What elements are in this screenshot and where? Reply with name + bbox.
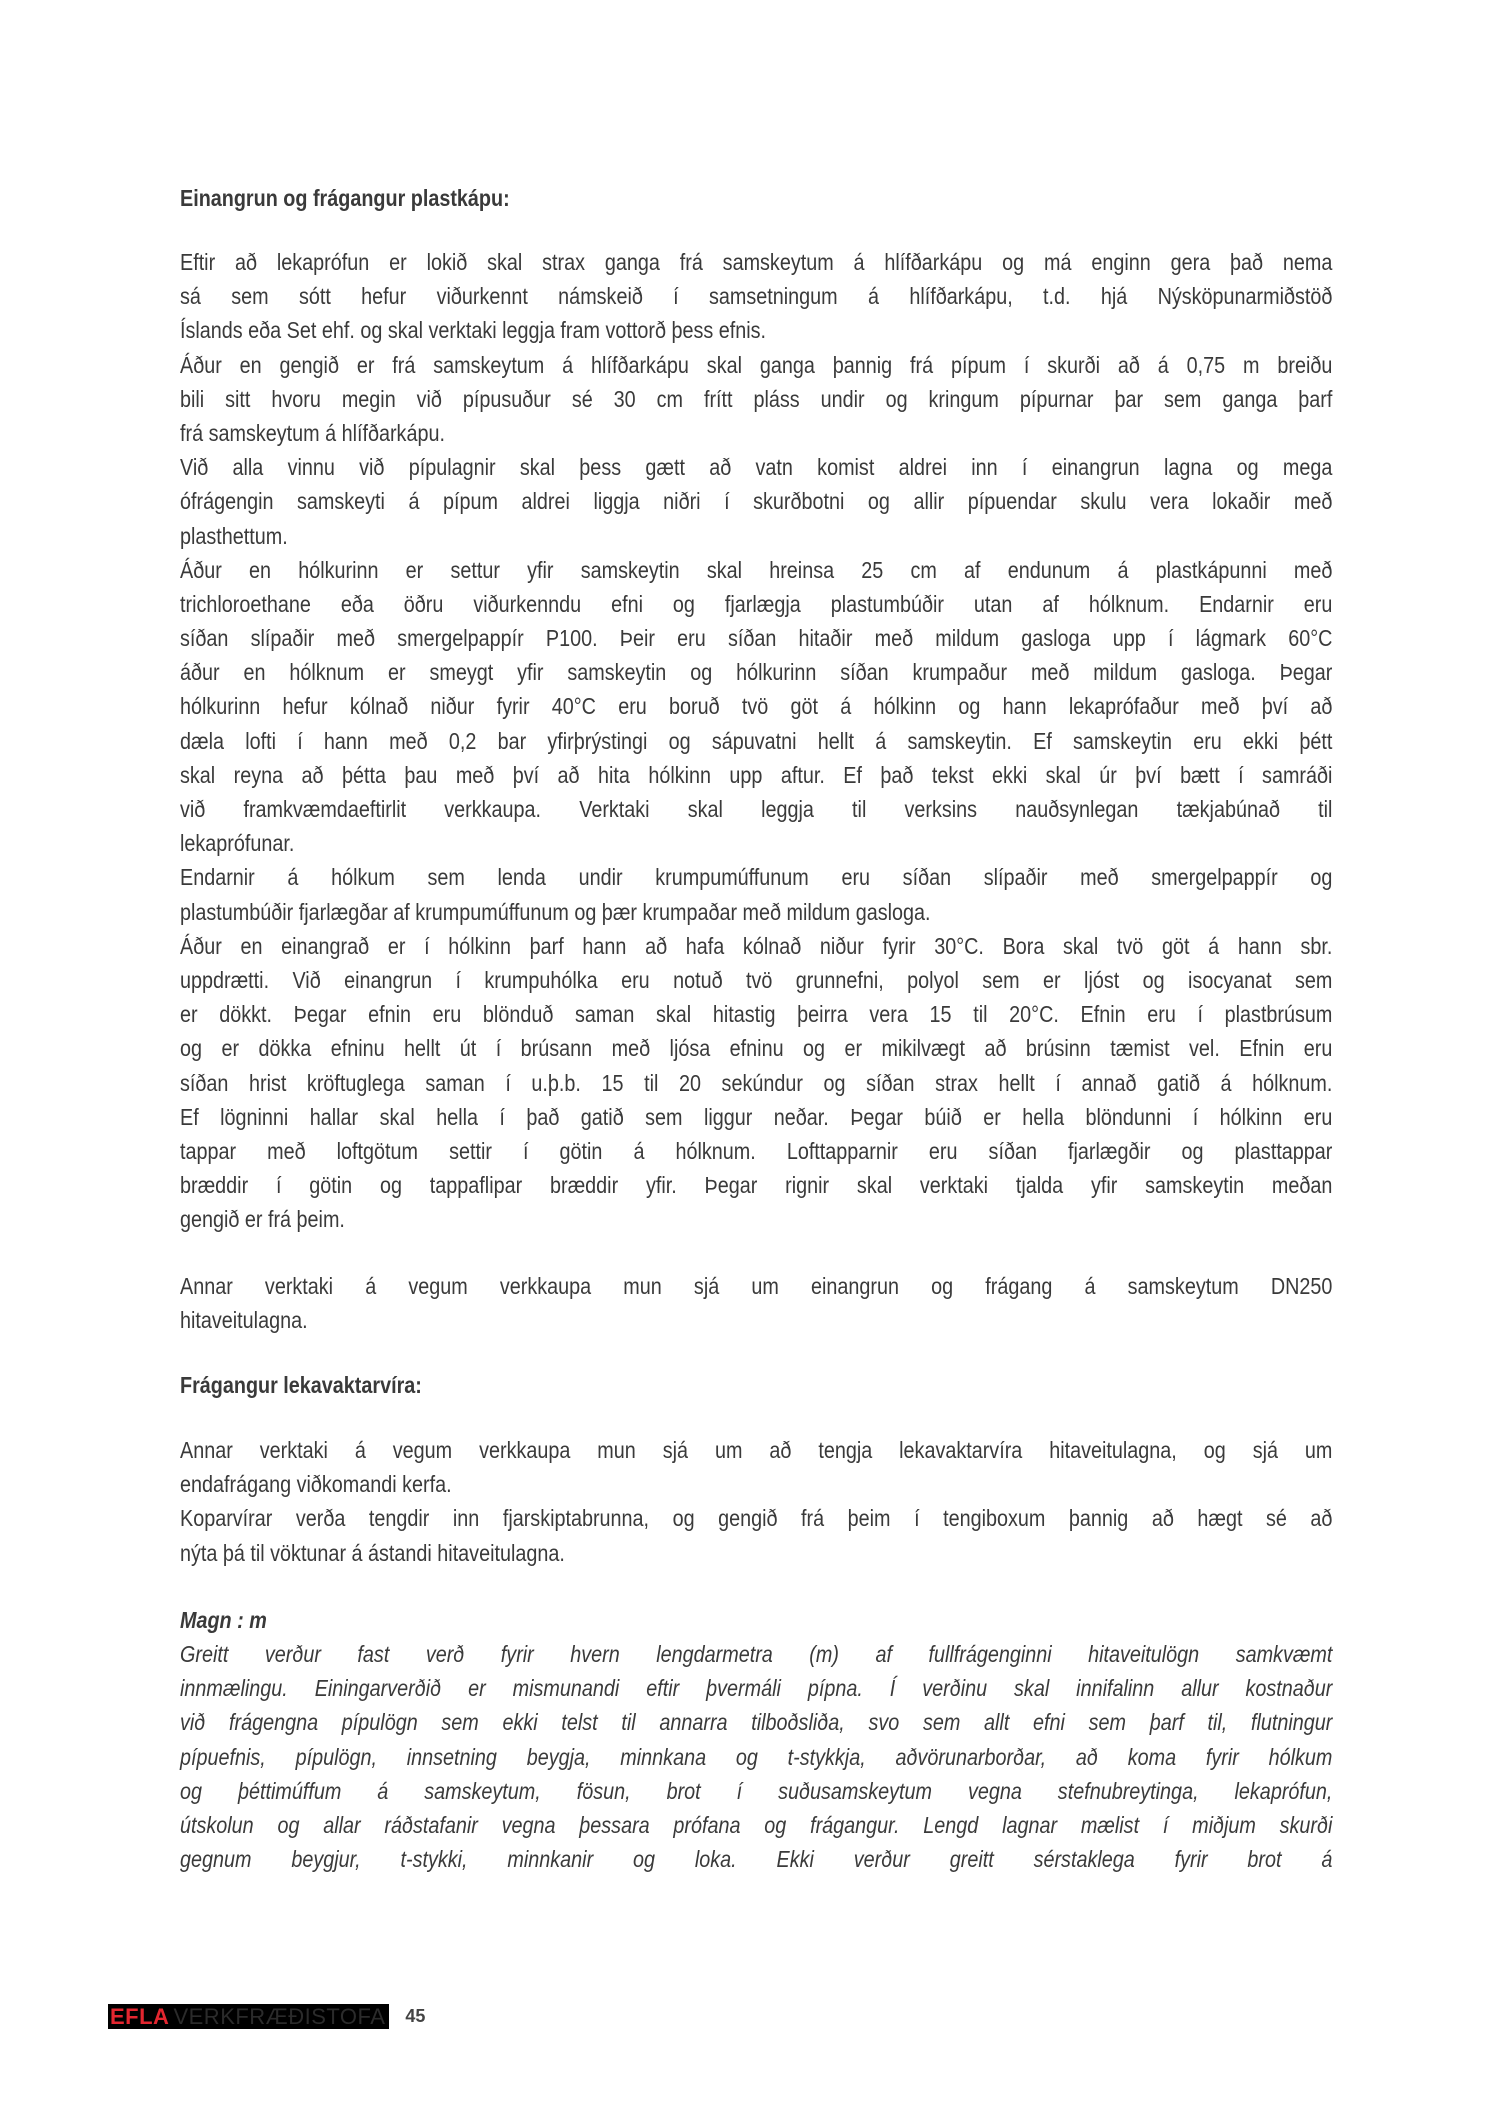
section-heading-insulation: Einangrun og frágangur plastkápu: — [180, 185, 510, 211]
text-line: hólkurinn hefur kólnað niður fyrir 40°C eru boruð tvö göt á hólkinn og hann lekaprófaður með því að — [180, 693, 1333, 720]
text-line: trichloroethane eða öðru viðurkenndu efni og fjarlægja plastumbúðir utan af hólknum. Endarnir eru — [180, 590, 1333, 617]
text-line: tappar með loftgötum settir í götin á hólknum. Lofttapparnir eru síðan fjarlægðir og plasttappar — [180, 1137, 1333, 1164]
text-line: nýta þá til vöktunar á ástandi hitaveitulagna. — [180, 1539, 565, 1566]
text-line: Áður en gengið er frá samskeytum á hlífðarkápu skal ganga þannig frá pípum í skurði að á 0,75 m breiðu — [180, 351, 1333, 378]
text-line: Ef lögninni hallar skal hella í það gatið sem liggur neðar. Þegar búið er hella blöndunni í hólkinn eru — [180, 1103, 1333, 1130]
text-line: uppdrætti. Við einangrun í krumpuhólka eru notuð tvö grunnefni, polyol sem er ljóst og isocyanat sem — [180, 966, 1333, 993]
text-line: og þéttimúffum á samskeytum, fösun, brot í suðusamskeytum vegna stefnubreytinga, lekaprófun, — [180, 1777, 1333, 1804]
text-line: lekaprófunar. — [180, 830, 295, 857]
text-line: Áður en einangrað er í hólkinn þarf hann að hafa kólnað niður fyrir 30°C. Bora skal tvö göt á hann sbr. — [180, 932, 1333, 959]
text-line: Íslands eða Set ehf. og skal verktaki leggja fram vottorð þess efnis. — [180, 317, 767, 344]
text-line: pípuefnis, pípulögn, innsetning beygja, minnkana og t-stykkja, aðvörunarborðar, að koma fyrir hólkum — [180, 1743, 1333, 1770]
text-line: gengið er frá þeim. — [180, 1206, 345, 1233]
text-line: sá sem sótt hefur viðurkennt námskeið í samsetningum á hlífðarkápu, t.d. hjá Nýsköpunarmiðstöð — [180, 283, 1333, 310]
text-line: dæla lofti í hann með 0,2 bar yfirþrýstingi og sápuvatni hellt á samskeytin. Ef samskeytin eru ekki þétt — [180, 727, 1333, 754]
text-line: plastumbúðir fjarlægðar af krumpumúffunum og þær krumpaðar með mildum gasloga. — [180, 898, 931, 925]
text-line: Við alla vinnu við pípulagnir skal þess gætt að vatn komist aldrei inn í einangrun lagna og mega — [180, 454, 1333, 481]
text-line: ófrágengin samskeyti á pípum aldrei liggja niðri í skurðbotni og allir pípuendar skulu vera lokaðir með — [180, 488, 1333, 515]
text-line: hitaveitulagna. — [180, 1307, 308, 1334]
page-footer — [108, 2004, 425, 2029]
text-line: Koparvírar verða tengdir inn fjarskiptabrunna, og gengið frá þeim í tengiboxum þannig að hægt sé að — [180, 1505, 1333, 1532]
text-line: síðan hrist kröftuglega saman í u.þ.b. 15 til 20 sekúndur og síðan strax hellt í annað gatið á hólknum. — [180, 1069, 1333, 1096]
text-line: Annar verktaki á vegum verkkaupa mun sjá um að tengja lekavaktarvíra hitaveitulagna, og sjá um — [180, 1437, 1333, 1463]
text-line: útskolun og allar ráðstafanir vegna þessara prófana og frágangur. Lengd lagnar mælist í miðjum skurði — [180, 1811, 1333, 1838]
insulation-note — [180, 1269, 1332, 1337]
logo-suffix: VERKFRÆÐISTOFA — [173, 2004, 386, 2029]
quantity-heading: Magn : m — [180, 1607, 267, 1633]
insulation-body — [180, 245, 1332, 1236]
page-number: 45 — [405, 2006, 426, 2026]
text-line: áður en hólknum er smeygt yfir samskeytin og hólkurinn síðan krumpaður með mildum gasloga. Þegar — [180, 659, 1333, 686]
text-line: bræddir í götin og tappaflipar bræddir yfir. Þegar rignir skal verktaki tjalda yfir samskeytin meðan — [180, 1172, 1333, 1199]
text-line: við frágengna pípulögn sem ekki telst til annarra tilboðsliða, svo sem allt efni sem þarf til, flutningur — [180, 1709, 1333, 1736]
logo-brand: EFLA — [110, 2004, 170, 2029]
text-line: Greitt verður fast verð fyrir hvern lengdarmetra (m) af fullfrágenginni hitaveitulögn samkvæmt — [180, 1641, 1333, 1667]
text-line: við framkvæmdaeftirlit verkkaupa. Verktaki skal leggja til verksins nauðsynlegan tækjabúnað til — [180, 796, 1333, 822]
section-heading-leak-wires: Frágangur lekavaktarvíra: — [180, 1372, 422, 1398]
text-line: Eftir að lekaprófun er lokið skal strax ganga frá samskeytum á hlífðarkápu og má enginn gera það nema — [180, 249, 1333, 275]
text-line: frá samskeytum á hlífðarkápu. — [180, 419, 445, 446]
leak-wires-body — [180, 1433, 1332, 1570]
text-line: plasthettum. — [180, 522, 288, 549]
text-line: og er dökka efninu hellt út í brúsann með ljósa efninu og er mikilvægt að brúsinn tæmist vel. Efnin eru — [180, 1035, 1333, 1062]
text-line: er dökkt. Þegar efnin eru blönduð saman skal hitastig þeirra vera 15 til 20°C. Efnin eru í plastbrúsum — [180, 1001, 1333, 1028]
text-line: bili sitt hvoru megin við pípusuður sé 30 cm frítt pláss undir og kringum pípurnar þar sem ganga þarf — [180, 385, 1333, 412]
text-line: gegnum beygjur, t-stykki, minnkanir og loka. Ekki verður greitt sérstaklega fyrir brot á — [180, 1846, 1333, 1873]
quantity-body — [180, 1637, 1332, 1876]
text-line: Annar verktaki á vegum verkkaupa mun sjá um einangrun og frágang á samskeytum DN250 — [180, 1273, 1333, 1299]
text-line: Endarnir á hólkum sem lenda undir krumpumúffunum eru síðan slípaðir með smergelpappír og — [180, 864, 1333, 891]
text-line: endafrágang viðkomandi kerfa. — [180, 1471, 452, 1498]
text-line: Áður en hólkurinn er settur yfir samskeytin skal hreinsa 25 cm af endunum á plastkápunni með — [180, 556, 1333, 583]
text-line: innmælingu. Einingarverðið er mismunandi eftir þvermáli pípna. Í verðinu skal innifalinn allur kostnaður — [180, 1675, 1333, 1702]
efla-logo — [108, 2004, 389, 2029]
text-line: síðan slípaðir með smergelpappír P100. Þeir eru síðan hitaðir með mildum gasloga upp í lágmark 60°C — [180, 625, 1333, 652]
text-line: skal reyna að þétta þau með því að hita hólkinn upp aftur. Ef það tekst ekki skal úr því bætt í samráði — [180, 761, 1333, 788]
